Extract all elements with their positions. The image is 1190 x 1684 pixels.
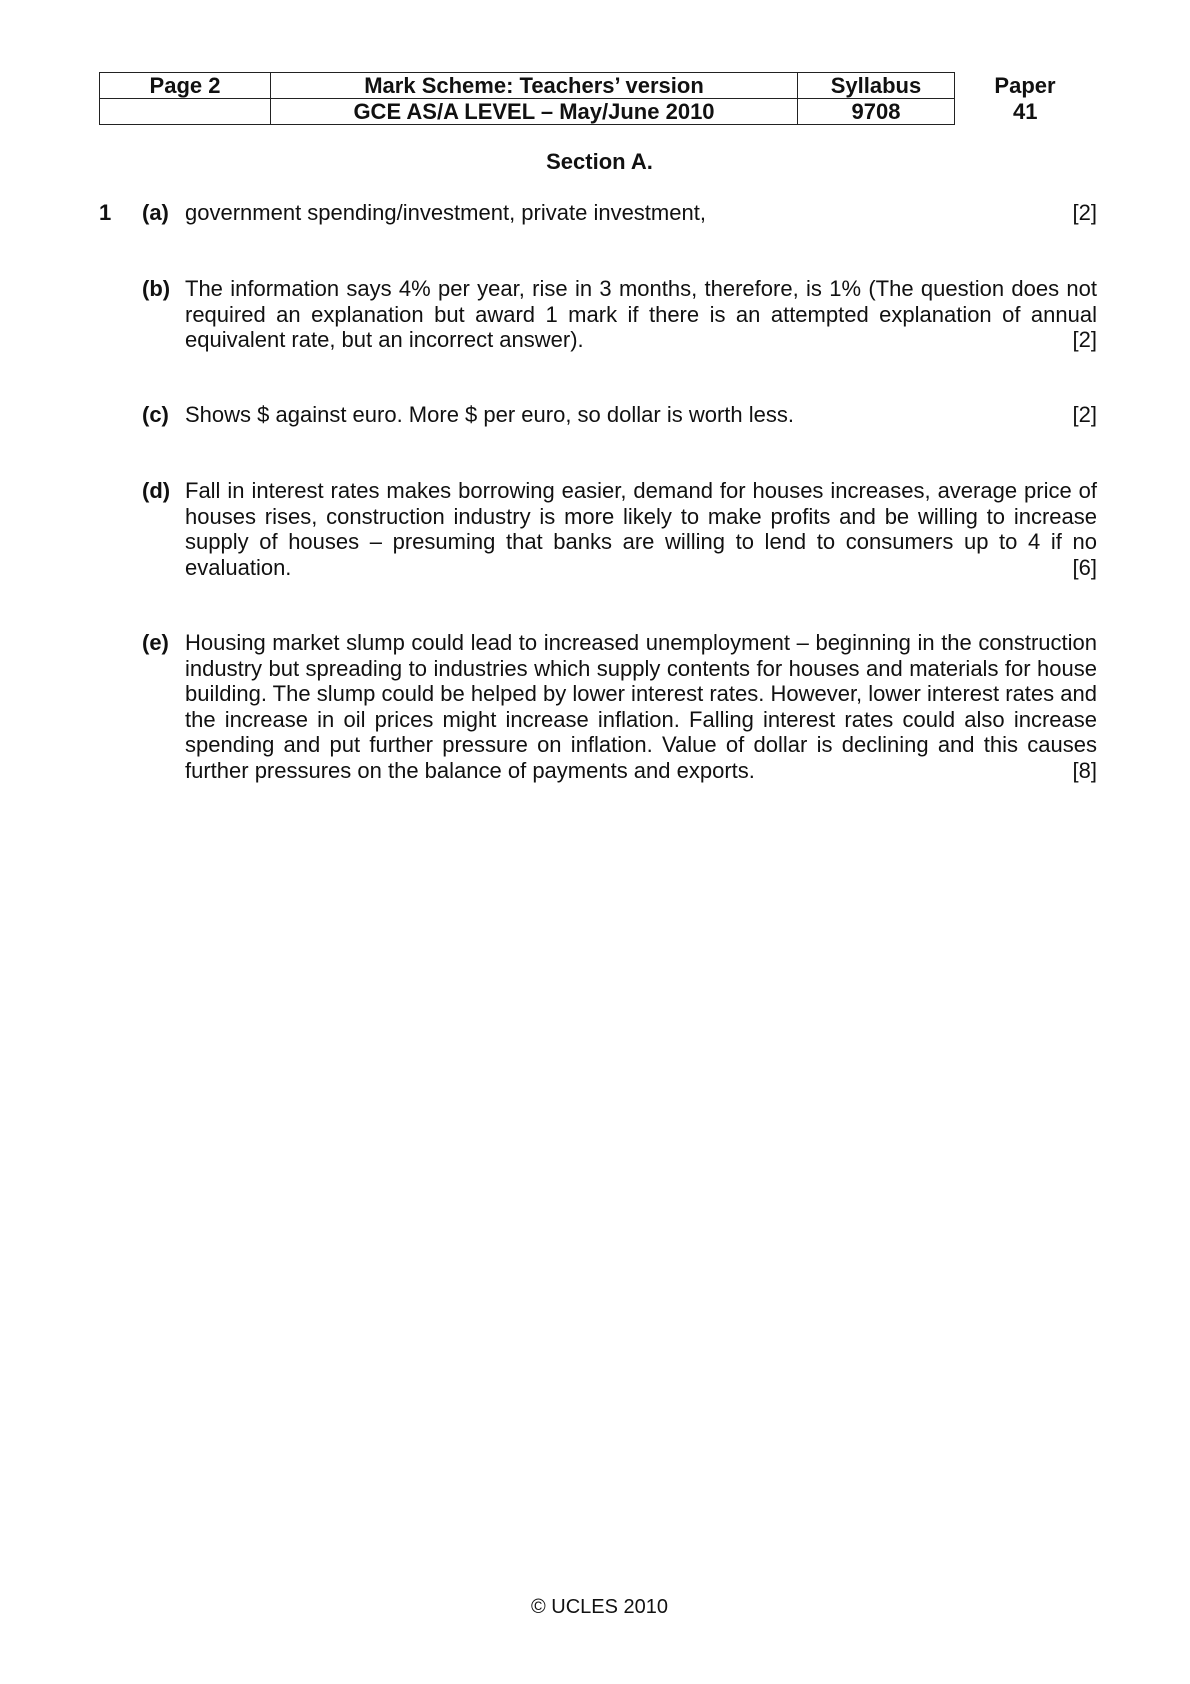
section-title: Section A. [546,149,653,174]
part-body [185,276,1097,353]
part-text: Shows $ against euro. More $ per euro, so dollar is worth less. [185,402,794,427]
question-part-b [142,276,1097,353]
part-text: Housing market slump could lead to increased unemployment – beginning in the construction industry but spreading to industries which supply contents for houses and materials for house building. The slump could be helped by lower interest rates. However, lower interest rates and the increase in oil prices might increase inflation. Falling interest rates could also increase spending and put further pressure on inflation. Value of dollar is declining and this causes further pressures on the balance of payments and exports. [185,630,1097,783]
header-row-1 [100,73,1096,99]
part-label: (d) [142,478,171,503]
part-body [185,200,1097,226]
part-label: (c) [142,402,169,427]
part-marks: [2] [1072,200,1097,225]
part-label: (a) [142,200,169,225]
header-syllabus-code: 9708 [798,99,955,125]
part-body [185,402,1097,428]
header-title: Mark Scheme: Teachers’ version [271,73,798,99]
question-part-d [142,478,1097,580]
header-exam: GCE AS/A LEVEL – May/June 2010 [271,99,798,125]
question-part-a [142,200,1097,226]
question-part-e [142,630,1097,783]
header-page: Page 2 [100,73,271,99]
part-body [185,478,1097,580]
question-part-c [142,402,1097,428]
part-text: The information says 4% per year, rise in 3 months, therefore, is 1% (The question does not required an explanation but award 1 mark if there is an attempted explanation of annual equivalent rate, but an incorrect answer). [185,276,1097,352]
header-syllabus-label: Syllabus [798,73,955,99]
part-body [185,630,1097,783]
header-row-2 [100,99,1096,125]
part-marks: [8] [1072,757,1097,783]
part-marks: [2] [1072,327,1097,352]
question-number: 1 [99,200,112,225]
part-text: government spending/investment, private investment, [185,200,706,225]
header-empty-cell [100,99,271,125]
part-label: (e) [142,630,169,655]
part-text: Fall in interest rates makes borrowing easier, demand for houses increases, average price of houses rises, construction industry is more likely to make profits and be willing to increase supply of houses – presuming that banks are willing to lend to consumers up to 4 if no evaluation. [185,478,1097,580]
header-paper-number: 41 [1013,98,1038,124]
part-label: (b) [142,276,171,301]
copyright-footer: © UCLES 2010 [530,1596,669,1618]
header-table [99,72,1096,125]
part-marks: [6] [1072,554,1097,580]
header-paper-label: Paper [994,72,1056,98]
part-marks: [2] [1072,402,1097,427]
